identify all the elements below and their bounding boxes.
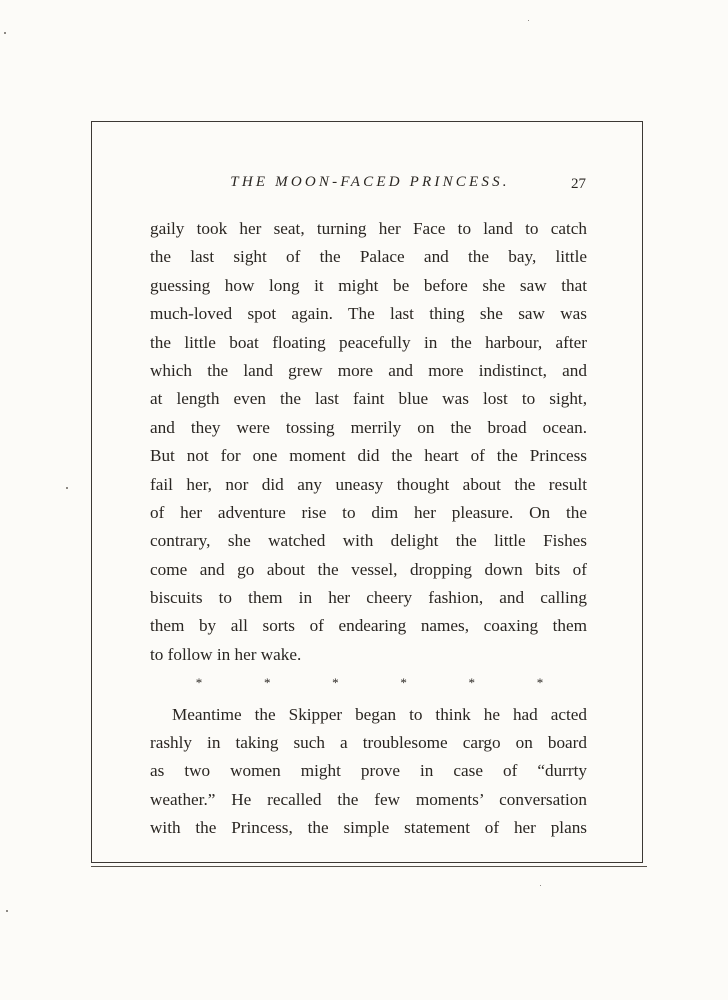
section-break [150, 669, 587, 697]
text-line: But not for one moment did the heart of the Princess [150, 446, 587, 466]
asterisk-ornament: * [536, 675, 544, 691]
text-line: rashly in taking such a troublesome cargo on board [150, 733, 587, 753]
body-text [150, 215, 587, 843]
page-number: 27 [571, 176, 586, 192]
paper-speck [528, 20, 529, 21]
text-line: come and go about the vessel, dropping down bits of [150, 559, 587, 579]
text-line: biscuits to them in her cheery fashion, and calling [150, 588, 587, 608]
text-line: of her adventure rise to dim her pleasure. On the [150, 502, 587, 522]
paper-speck [66, 487, 68, 489]
asterisk-ornament: * [195, 675, 203, 691]
text-line: Meantime the Skipper began to think he had acted [172, 704, 587, 724]
text-line: weather.” He recalled the few moments’ conversation [150, 789, 587, 809]
paper-speck [6, 910, 8, 912]
text-line: the little boat floating peacefully in the harbour, after [150, 332, 587, 352]
page-border-bottom-rule [91, 866, 647, 867]
text-line: the last sight of the Palace and the bay, little [150, 247, 587, 267]
running-title: THE MOON-FACED PRINCESS. [230, 174, 510, 190]
text-line: at length even the last faint blue was lost to sight, [150, 389, 587, 409]
text-line: which the land grew more and more indistinct, and [150, 360, 587, 380]
asterisk-ornament: * [468, 675, 475, 691]
paper-speck [4, 32, 6, 34]
text-line: fail her, nor did any uneasy thought about the result [150, 474, 587, 494]
text-line: them by all sorts of endearing names, coaxing them [150, 616, 587, 636]
text-line: guessing how long it might be before she saw that [150, 275, 587, 295]
asterisk-ornament: * [332, 675, 339, 691]
paper-speck [540, 885, 541, 886]
text-line: to follow in her wake. [150, 644, 302, 664]
text-line: gaily took her seat, turning her Face to land to catch [150, 219, 587, 238]
page-header [150, 174, 590, 196]
asterisk-ornament: * [400, 675, 407, 691]
paragraph-1 [150, 215, 587, 669]
paragraph-2 [150, 701, 587, 843]
text-line: with the Princess, the simple statement of her plans [150, 818, 587, 838]
asterisk-ornament: * [263, 675, 271, 691]
text-line: much-loved spot again. The last thing she saw was [150, 304, 587, 324]
text-line: contrary, she watched with delight the little Fishes [150, 531, 587, 551]
text-line: as two women might prove in case of “durrty [150, 761, 587, 781]
text-line: and they were tossing merrily on the broad ocean. [150, 417, 587, 437]
